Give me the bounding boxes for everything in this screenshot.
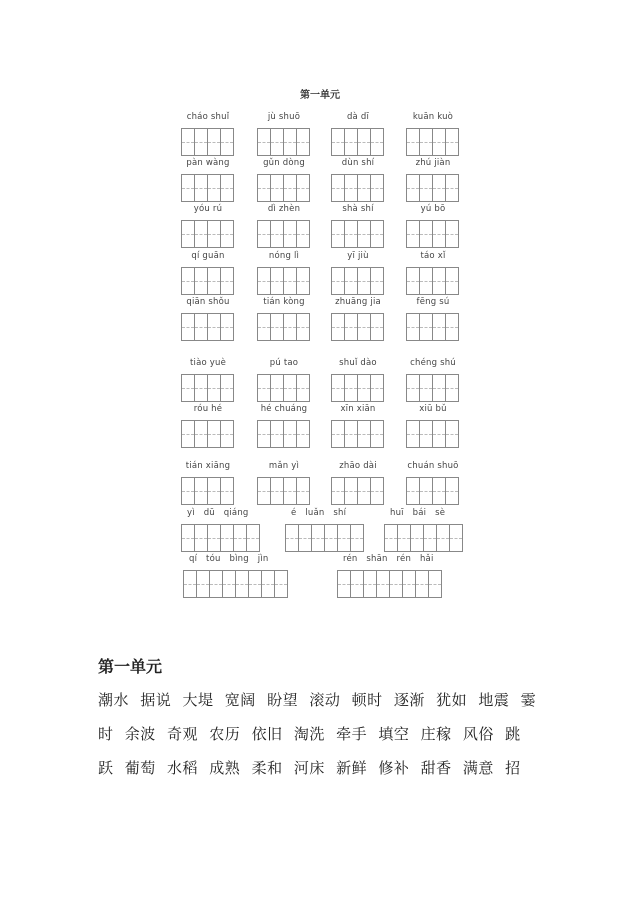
writing-box xyxy=(257,174,271,202)
pinyin-cell xyxy=(181,403,235,448)
writing-box xyxy=(296,313,310,341)
pinyin-cell xyxy=(337,553,443,598)
writing-boxes xyxy=(331,374,385,402)
pinyin-cell xyxy=(406,111,460,156)
writing-boxes xyxy=(181,174,235,202)
writing-box xyxy=(419,174,433,202)
writing-box xyxy=(196,570,210,598)
pinyin-label: yī jiù xyxy=(347,251,369,261)
pinyin-cell xyxy=(257,157,311,202)
writing-box xyxy=(419,477,433,505)
pinyin-label: yú bō xyxy=(420,204,446,214)
writing-box xyxy=(344,220,358,248)
writing-box xyxy=(207,174,221,202)
writing-box xyxy=(357,128,371,156)
writing-box xyxy=(296,174,310,202)
writing-box xyxy=(296,477,310,505)
pinyin-cell xyxy=(406,403,460,448)
pinyin-cell xyxy=(331,460,385,505)
writing-box xyxy=(194,128,208,156)
writing-box xyxy=(331,267,345,295)
writing-boxes xyxy=(406,374,460,402)
writing-box xyxy=(331,174,345,202)
writing-box xyxy=(445,313,459,341)
writing-box xyxy=(181,128,195,156)
vocab-line: 时 余波 奇观 农历 依旧 淘洗 牵手 填空 庄稼 风俗 跳 xyxy=(98,725,521,743)
writing-box xyxy=(296,267,310,295)
writing-box xyxy=(194,477,208,505)
pinyin-label: nóng lì xyxy=(268,251,300,261)
writing-box xyxy=(220,313,234,341)
writing-box xyxy=(357,313,371,341)
writing-box xyxy=(370,374,384,402)
writing-box xyxy=(331,128,345,156)
writing-boxes xyxy=(257,220,311,248)
writing-boxes xyxy=(181,220,235,248)
writing-boxes xyxy=(331,420,385,448)
pinyin-cell xyxy=(331,250,385,295)
writing-box xyxy=(445,420,459,448)
writing-box xyxy=(350,524,364,552)
pinyin-label: jù shuō xyxy=(267,112,301,122)
writing-box xyxy=(432,267,446,295)
writing-box xyxy=(207,477,221,505)
pinyin-cell xyxy=(257,296,311,341)
writing-boxes xyxy=(406,220,460,248)
pinyin-label: qiān shǒu xyxy=(186,297,230,307)
pinyin-label: hé chuáng xyxy=(260,404,308,414)
writing-box xyxy=(344,477,358,505)
writing-box xyxy=(283,477,297,505)
writing-boxes xyxy=(337,570,443,598)
writing-boxes xyxy=(331,174,385,202)
writing-boxes xyxy=(406,420,460,448)
writing-box xyxy=(344,420,358,448)
writing-box xyxy=(270,420,284,448)
writing-box xyxy=(419,420,433,448)
writing-box xyxy=(331,420,345,448)
pinyin-label: tiào yuè xyxy=(189,358,227,368)
pinyin-label: qí tóu bìng jìn xyxy=(189,554,269,564)
pinyin-label: mǎn yì xyxy=(268,461,300,471)
pinyin-label: zhuāng jia xyxy=(335,297,381,307)
writing-box xyxy=(207,220,221,248)
pinyin-cell xyxy=(406,357,460,402)
writing-box xyxy=(445,128,459,156)
pinyin-label: zhāo dài xyxy=(339,461,377,471)
writing-box xyxy=(283,267,297,295)
writing-box xyxy=(419,374,433,402)
writing-box xyxy=(406,220,420,248)
writing-box xyxy=(181,174,195,202)
writing-boxes xyxy=(181,420,235,448)
writing-box xyxy=(181,420,195,448)
writing-box xyxy=(324,524,338,552)
vocab-line: 跃 葡萄 水稻 成熟 柔和 河床 新鲜 修补 甜香 满意 招 xyxy=(98,759,521,777)
pinyin-label: dà dī xyxy=(346,112,370,122)
writing-box xyxy=(331,220,345,248)
pinyin-cell xyxy=(331,403,385,448)
writing-boxes xyxy=(257,128,311,156)
pinyin-label: huī bái sè xyxy=(390,508,446,518)
writing-boxes xyxy=(181,313,235,341)
pinyin-label: rén shān rén hǎi xyxy=(343,554,434,564)
pinyin-label: cháo shuǐ xyxy=(186,112,230,122)
writing-box xyxy=(270,128,284,156)
writing-box xyxy=(220,267,234,295)
pinyin-label: táo xǐ xyxy=(420,251,446,261)
pinyin-cell xyxy=(181,157,235,202)
writing-box xyxy=(283,313,297,341)
pinyin-label: chéng shú xyxy=(410,358,456,368)
writing-box xyxy=(445,267,459,295)
writing-boxes xyxy=(181,374,235,402)
writing-box xyxy=(357,374,371,402)
writing-boxes xyxy=(331,128,385,156)
pinyin-label: shuǐ dào xyxy=(339,358,377,368)
writing-box xyxy=(370,477,384,505)
writing-box xyxy=(432,128,446,156)
writing-boxes xyxy=(183,570,289,598)
pinyin-cell xyxy=(181,296,235,341)
writing-box xyxy=(363,570,377,598)
pinyin-cell xyxy=(257,460,311,505)
pinyin-label: dì zhèn xyxy=(267,204,301,214)
pinyin-cell xyxy=(257,403,311,448)
pinyin-cell xyxy=(285,507,365,552)
writing-box xyxy=(406,420,420,448)
pinyin-label: pú tao xyxy=(269,358,299,368)
writing-boxes xyxy=(331,313,385,341)
writing-box xyxy=(357,420,371,448)
writing-boxes xyxy=(406,267,460,295)
writing-box xyxy=(257,220,271,248)
pinyin-label: yóu rú xyxy=(193,204,223,214)
writing-box xyxy=(344,128,358,156)
writing-box xyxy=(257,267,271,295)
writing-box xyxy=(194,374,208,402)
writing-boxes xyxy=(181,524,261,552)
writing-box xyxy=(344,313,358,341)
pinyin-cell xyxy=(181,203,235,248)
pinyin-cell xyxy=(406,250,460,295)
pinyin-cell xyxy=(406,296,460,341)
pinyin-label: tián kòng xyxy=(263,297,305,307)
pinyin-label: dùn shí xyxy=(341,158,375,168)
writing-box xyxy=(432,174,446,202)
writing-box xyxy=(233,524,247,552)
pinyin-cell xyxy=(183,553,289,598)
pinyin-cell xyxy=(384,507,464,552)
writing-box xyxy=(248,570,262,598)
writing-box xyxy=(270,313,284,341)
writing-box xyxy=(432,313,446,341)
writing-boxes xyxy=(257,313,311,341)
writing-box xyxy=(415,570,429,598)
writing-box xyxy=(432,420,446,448)
writing-box xyxy=(246,524,260,552)
writing-box xyxy=(406,267,420,295)
writing-box xyxy=(181,374,195,402)
writing-box xyxy=(296,220,310,248)
pinyin-label: róu hé xyxy=(193,404,223,414)
writing-box xyxy=(181,477,195,505)
writing-box xyxy=(283,374,297,402)
writing-box xyxy=(235,570,249,598)
writing-box xyxy=(183,570,197,598)
writing-box xyxy=(428,570,442,598)
writing-box xyxy=(194,524,208,552)
writing-box xyxy=(406,174,420,202)
writing-boxes xyxy=(384,524,464,552)
writing-box xyxy=(384,524,398,552)
writing-box xyxy=(296,420,310,448)
pinyin-cell xyxy=(257,203,311,248)
writing-box xyxy=(181,220,195,248)
writing-box xyxy=(257,420,271,448)
writing-box xyxy=(220,220,234,248)
writing-box xyxy=(257,313,271,341)
pinyin-label: xiū bǔ xyxy=(419,404,447,414)
writing-box xyxy=(270,174,284,202)
pinyin-label: kuān kuò xyxy=(412,112,454,122)
pinyin-cell xyxy=(257,250,311,295)
writing-box xyxy=(350,570,364,598)
writing-boxes xyxy=(406,174,460,202)
writing-box xyxy=(194,313,208,341)
writing-box xyxy=(419,313,433,341)
writing-box xyxy=(419,267,433,295)
writing-box xyxy=(357,477,371,505)
writing-box xyxy=(344,374,358,402)
pinyin-label: é luǎn shí xyxy=(291,508,347,518)
writing-box xyxy=(261,570,275,598)
pinyin-label: gǔn dòng xyxy=(263,158,305,168)
pinyin-cell xyxy=(181,111,235,156)
writing-box xyxy=(406,313,420,341)
writing-box xyxy=(357,220,371,248)
pinyin-cell xyxy=(406,157,460,202)
writing-box xyxy=(397,524,411,552)
writing-box xyxy=(432,220,446,248)
writing-box xyxy=(222,570,236,598)
writing-box xyxy=(419,220,433,248)
writing-boxes xyxy=(257,374,311,402)
writing-box xyxy=(344,174,358,202)
writing-box xyxy=(389,570,403,598)
writing-box xyxy=(432,374,446,402)
worksheet-title: 第一单元 xyxy=(300,90,340,101)
writing-box xyxy=(337,524,351,552)
writing-box xyxy=(270,267,284,295)
writing-box xyxy=(370,420,384,448)
pinyin-label: fēng sú xyxy=(416,297,450,307)
writing-box xyxy=(410,524,424,552)
pinyin-label: xīn xiān xyxy=(340,404,376,414)
writing-box xyxy=(270,374,284,402)
writing-box xyxy=(283,220,297,248)
writing-box xyxy=(220,128,234,156)
writing-boxes xyxy=(406,128,460,156)
pinyin-label: zhú jiàn xyxy=(415,158,451,168)
writing-box xyxy=(296,374,310,402)
writing-box xyxy=(357,267,371,295)
writing-box xyxy=(370,267,384,295)
writing-box xyxy=(419,128,433,156)
writing-box xyxy=(436,524,450,552)
writing-boxes xyxy=(406,477,460,505)
writing-box xyxy=(194,420,208,448)
writing-box xyxy=(406,477,420,505)
writing-box xyxy=(445,374,459,402)
writing-boxes xyxy=(257,174,311,202)
writing-box xyxy=(207,420,221,448)
writing-box xyxy=(357,174,371,202)
pinyin-cell xyxy=(181,460,235,505)
writing-boxes xyxy=(181,128,235,156)
writing-box xyxy=(445,477,459,505)
writing-box xyxy=(194,174,208,202)
vocab-heading: 第一单元 xyxy=(98,657,163,676)
writing-box xyxy=(283,420,297,448)
pinyin-cell xyxy=(331,296,385,341)
pinyin-label: tián xiāng xyxy=(185,461,231,471)
writing-box xyxy=(220,374,234,402)
writing-box xyxy=(209,570,223,598)
pinyin-label: chuán shuō xyxy=(407,461,459,471)
writing-box xyxy=(445,220,459,248)
pinyin-cell xyxy=(257,357,311,402)
pinyin-label: shà shí xyxy=(342,204,374,214)
writing-box xyxy=(220,477,234,505)
writing-box xyxy=(181,524,195,552)
writing-box xyxy=(370,128,384,156)
writing-box xyxy=(283,174,297,202)
writing-box xyxy=(207,313,221,341)
pinyin-cell xyxy=(406,203,460,248)
writing-box xyxy=(181,313,195,341)
writing-boxes xyxy=(331,477,385,505)
writing-box xyxy=(449,524,463,552)
writing-box xyxy=(370,174,384,202)
writing-boxes xyxy=(406,313,460,341)
writing-box xyxy=(337,570,351,598)
writing-box xyxy=(220,174,234,202)
writing-box xyxy=(270,477,284,505)
pinyin-cell xyxy=(331,203,385,248)
vocab-line: 潮水 据说 大堤 宽阔 盼望 滚动 顿时 逐渐 犹如 地震 霎 xyxy=(98,691,537,709)
writing-box xyxy=(257,477,271,505)
writing-box xyxy=(220,524,234,552)
writing-boxes xyxy=(285,524,365,552)
writing-box xyxy=(406,374,420,402)
pinyin-cell xyxy=(331,157,385,202)
writing-boxes xyxy=(257,477,311,505)
pinyin-cell xyxy=(181,507,261,552)
writing-box xyxy=(296,128,310,156)
writing-box xyxy=(220,420,234,448)
writing-boxes xyxy=(331,220,385,248)
writing-box xyxy=(376,570,390,598)
writing-box xyxy=(270,220,284,248)
writing-boxes xyxy=(181,267,235,295)
writing-box xyxy=(331,477,345,505)
writing-box xyxy=(445,174,459,202)
writing-box xyxy=(344,267,358,295)
writing-boxes xyxy=(331,267,385,295)
writing-box xyxy=(207,524,221,552)
pinyin-cell xyxy=(331,357,385,402)
writing-box xyxy=(331,313,345,341)
writing-boxes xyxy=(181,477,235,505)
writing-box xyxy=(257,128,271,156)
writing-boxes xyxy=(257,267,311,295)
writing-box xyxy=(402,570,416,598)
writing-box xyxy=(274,570,288,598)
pinyin-cell xyxy=(257,111,311,156)
writing-box xyxy=(432,477,446,505)
pinyin-label: qí guān xyxy=(191,251,225,261)
writing-box xyxy=(298,524,312,552)
pinyin-label: pàn wàng xyxy=(186,158,230,168)
writing-box xyxy=(285,524,299,552)
writing-box xyxy=(207,267,221,295)
writing-box xyxy=(207,374,221,402)
writing-box xyxy=(370,220,384,248)
writing-box xyxy=(194,220,208,248)
writing-box xyxy=(406,128,420,156)
pinyin-cell xyxy=(181,250,235,295)
pinyin-label: yì dū qiáng xyxy=(187,508,249,518)
writing-box xyxy=(370,313,384,341)
writing-box xyxy=(181,267,195,295)
writing-box xyxy=(207,128,221,156)
pinyin-cell xyxy=(331,111,385,156)
writing-box xyxy=(257,374,271,402)
writing-box xyxy=(423,524,437,552)
writing-boxes xyxy=(257,420,311,448)
writing-box xyxy=(331,374,345,402)
writing-box xyxy=(283,128,297,156)
pinyin-cell xyxy=(181,357,235,402)
pinyin-cell xyxy=(406,460,460,505)
writing-box xyxy=(194,267,208,295)
writing-box xyxy=(311,524,325,552)
